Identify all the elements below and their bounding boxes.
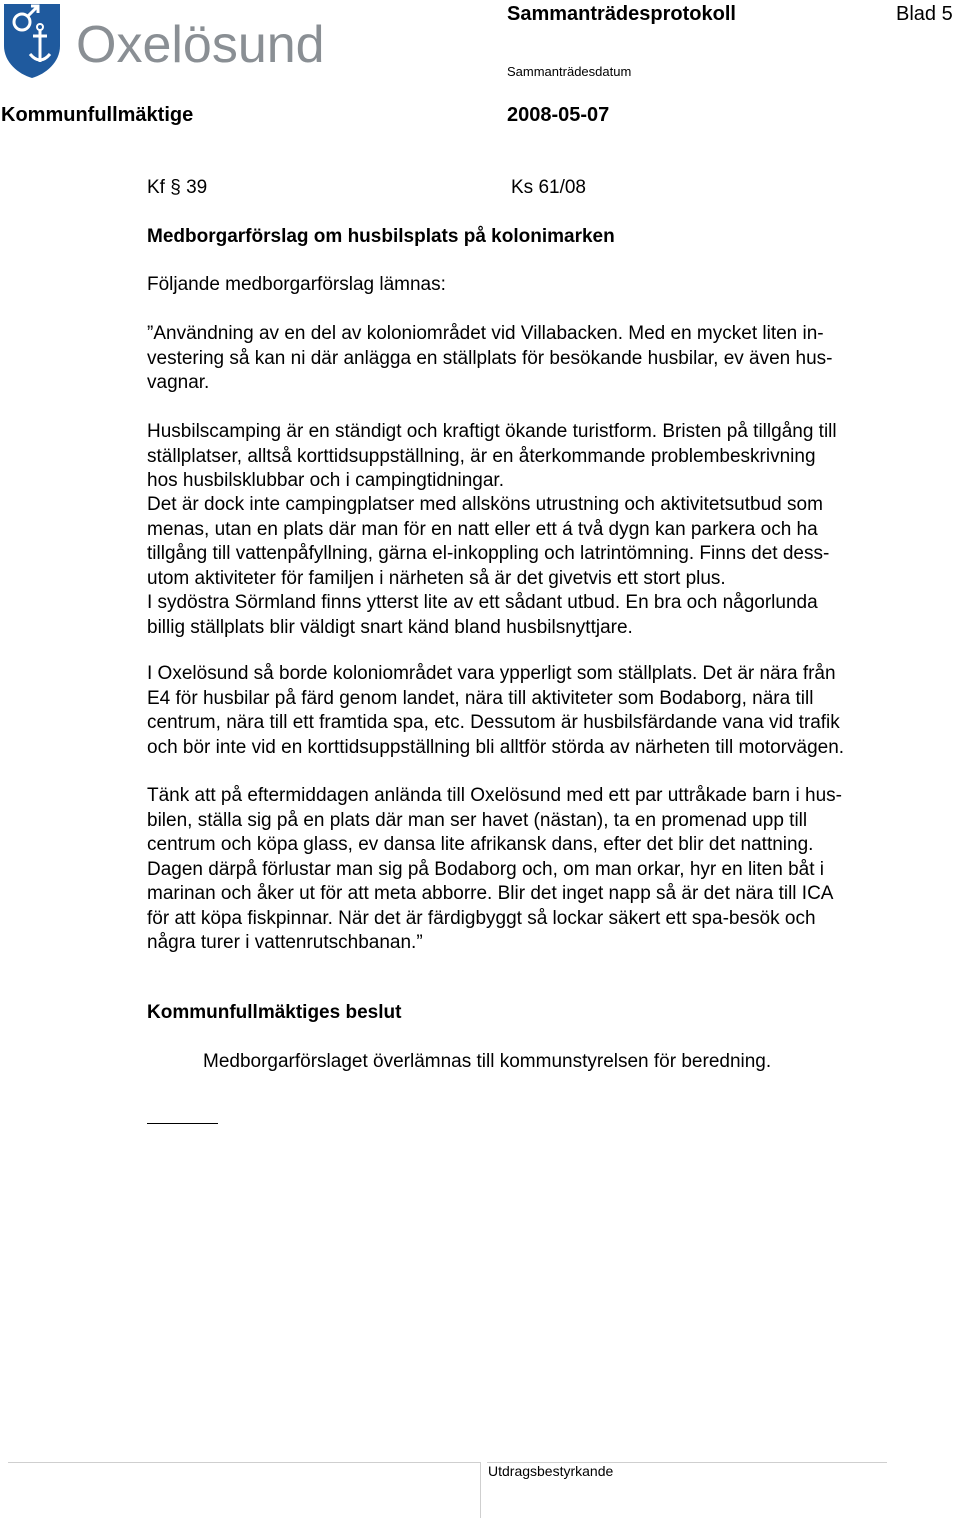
proposal-paragraph: Husbilscamping är en ständigt och kraftigt ökande turistform. Bristen på tillgång till ställplatser, alltså korttidsuppställning, är en återkommande problembeskrivning hos husbilsklubbar och i campingtidningar. — [147, 421, 837, 491]
case-intro: Följande medborgarförslag lämnas: — [147, 274, 446, 295]
kf-case-number: Kf § 39 — [147, 177, 208, 198]
case-title: Medborgarförslag om husbilsplats på kolonimarken — [147, 226, 615, 247]
date-label: Sammanträdesdatum — [507, 64, 632, 79]
document-type: Sammanträdesprotokoll — [507, 3, 736, 25]
certification-label: Utdragsbestyrkande — [488, 1463, 614, 1479]
coat-of-arms-icon — [4, 4, 60, 78]
footer-divider — [8, 1462, 480, 1463]
proposal-paragraph: ”Användning av en del av koloniområdet vid Villabacken. Med en mycket liten in- vestering så kan ni där anlägga en ställplats för besökande husbilar, ev även hus- vagnar. — [147, 323, 833, 393]
body-name: Kommunfullmäktige — [1, 104, 194, 126]
ks-case-number: Ks 61/08 — [511, 177, 586, 198]
decision-heading: Kommunfullmäktiges beslut — [147, 1002, 402, 1023]
decision-text: Medborgarförslaget överlämnas till kommunstyrelsen för beredning. — [203, 1051, 772, 1072]
signature-line — [147, 1123, 218, 1124]
meeting-date: 2008-05-07 — [507, 104, 610, 126]
proposal-paragraph: Tänk att på eftermiddagen anlända till Oxelösund med ett par uttråkade barn i hus- bilen, ställa sig på en plats där man ser havet (nästan), ta en promenad upp till centrum och köpa glass, ev dansa lite afrikansk dans, efter det blir det nattning. Dagen därpå förlustar man sig på Bodaborg och, om man orkar, hyr en liten båt i marinan och åker ut för att meta abborre. Blir det inget napp så är det nära till ICA för att köpa fiskpinnar. När det är färdigbyggt så lockar säkert ett spa-besök och några turer i vattenrutschbanan.” — [147, 785, 842, 953]
page-number: Blad 5 — [896, 3, 953, 25]
proposal-paragraph: Det är dock inte campingplatser med allsköns utrustning och aktivitetsutbud som menas, utan en plats där man för en natt eller ett á två dygn kan parkera och ha tillgång till vattenpåfyllning, gärna el-inkoppling och latrintömning. Finns det dess- utom aktiviteter för familjen i närheten så är det givetvis ett stort plus. I sydöstra Sörmland finns ytterst lite av ett sådant utbud. En bra och någorlunda billig ställplats blir väldigt snart känd bland husbilsnyttjare. — [147, 494, 830, 638]
proposal-paragraph: I Oxelösund så borde koloniområdet vara ypperligt som ställplats. Det är nära från E4 för husbilar på färd genom landet, nära till aktiviteter som Bodaborg, nära till centrum, nära till ett framtida spa, etc. Dessutom är husbilsfärdande vana vid trafik och bör inte vid en korttidsuppställning bli alltför störda av närheten till motorvägen. — [147, 663, 845, 758]
logo-wordmark: Oxelösund — [76, 16, 325, 74]
municipality-logo — [0, 0, 345, 80]
footer-divider — [480, 1462, 481, 1518]
